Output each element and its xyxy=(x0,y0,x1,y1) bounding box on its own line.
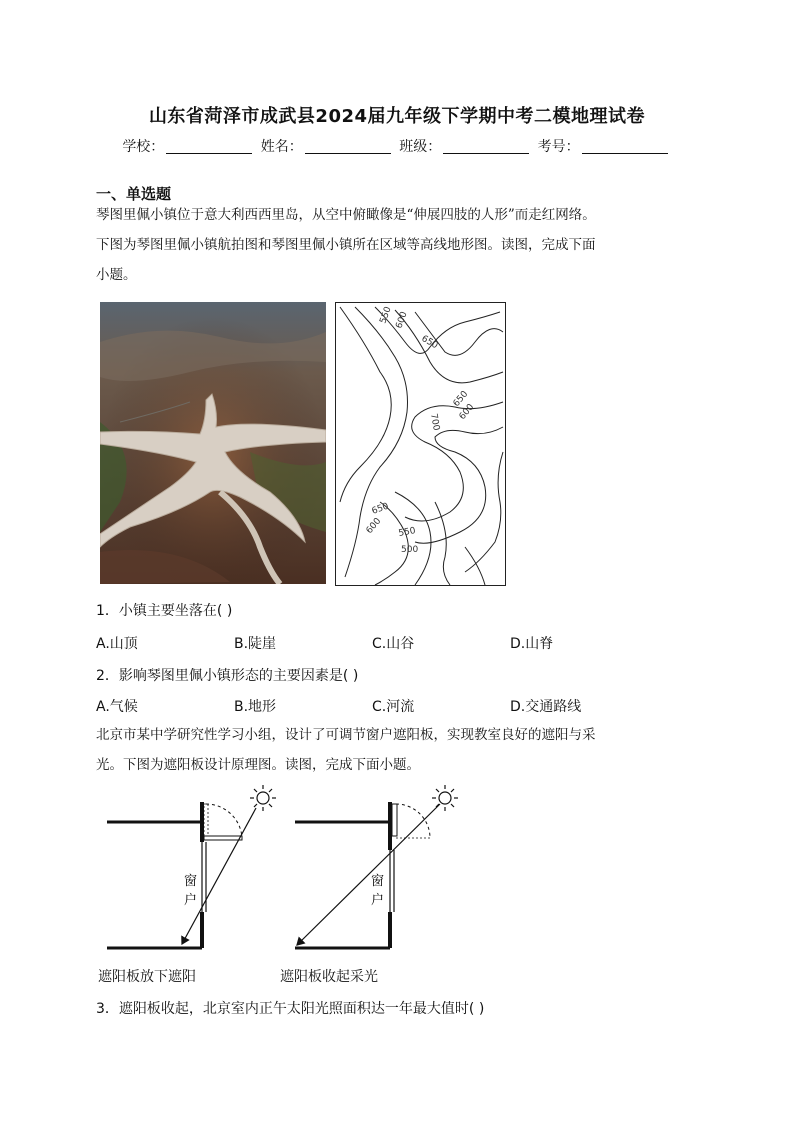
passage-2-line-1: 北京市某中学研究性学习小组，设计了可调节窗户遮阳板，实现教室良好的遮阳与采 xyxy=(96,727,596,743)
number-label: 考号： xyxy=(537,139,580,155)
question-2-stem: 2．影响琴图里佩小镇形态的主要因素是( ) xyxy=(96,668,359,684)
window-label-char: 窗 xyxy=(371,874,385,889)
window-label-char: 户 xyxy=(184,893,198,908)
q1-option-b[interactable]: B.陡崖 xyxy=(234,636,277,652)
contour-map xyxy=(335,302,506,586)
section-heading: 一、单选题 xyxy=(96,185,172,203)
contour-label: 650 xyxy=(370,501,391,517)
school-label: 学校： xyxy=(122,139,165,155)
contour-label: 600 xyxy=(364,516,384,536)
name-label: 姓名： xyxy=(260,139,303,155)
caption-raised: 遮阳板收起采光 xyxy=(280,969,378,985)
contour-label: 550 xyxy=(397,526,417,539)
school-blank[interactable] xyxy=(166,138,252,154)
name-blank[interactable] xyxy=(305,138,391,154)
contour-label: 550 xyxy=(378,305,394,326)
passage-1 xyxy=(96,200,701,290)
sun-icon xyxy=(432,785,458,811)
sun-icon xyxy=(250,785,276,811)
caption-lowered: 遮阳板放下遮阳 xyxy=(98,969,196,985)
contour-label: 650 xyxy=(419,333,440,352)
window-label-char: 户 xyxy=(371,893,385,908)
contour-label: 650 xyxy=(451,389,471,409)
diagram-lowered xyxy=(107,785,276,948)
window-label-char: 窗 xyxy=(184,874,198,889)
diagram-raised xyxy=(295,785,458,948)
contour-label: 700 xyxy=(428,412,441,432)
q2-option-d[interactable]: D.交通路线 xyxy=(510,699,582,715)
question-1-stem: 1．小镇主要坐落在( ) xyxy=(96,603,233,619)
number-blank[interactable] xyxy=(582,138,668,154)
class-blank[interactable] xyxy=(443,138,529,154)
aerial-photo xyxy=(100,302,326,584)
page-title: 山东省菏泽市成武县2024届九年级下学期中考二模地理试卷 xyxy=(148,106,646,127)
student-info-line xyxy=(0,136,794,156)
contour-label: 500 xyxy=(401,545,419,555)
passage-1-line-1: 琴图里佩小镇位于意大利西西里岛，从空中俯瞰像是“伸展四肢的人形”而走红网络。 xyxy=(96,207,596,223)
passage-2-line-2: 光。下图为遮阳板设计原理图。读图，完成下面小题。 xyxy=(96,757,420,773)
q1-option-d[interactable]: D.山脊 xyxy=(510,636,554,652)
contour-label: 600 xyxy=(457,402,477,422)
contour-label: 600 xyxy=(394,310,410,331)
passage-1-line-3: 小题。 xyxy=(96,267,137,283)
passage-2 xyxy=(96,720,701,780)
q1-option-c[interactable]: C.山谷 xyxy=(372,636,415,652)
q1-option-a[interactable]: A.山顶 xyxy=(96,636,138,652)
passage-1-line-2: 下图为琴图里佩小镇航拍图和琴图里佩小镇所在区域等高线地形图。读图，完成下面 xyxy=(96,237,596,253)
sunshade-diagram xyxy=(100,782,480,957)
q2-option-b[interactable]: B.地形 xyxy=(234,699,277,715)
q2-option-c[interactable]: C.河流 xyxy=(372,699,415,715)
q2-option-a[interactable]: A.气候 xyxy=(96,699,138,715)
class-label: 班级： xyxy=(399,139,442,155)
question-3-stem: 3．遮阳板收起，北京室内正午太阳光照面积达一年最大值时( ) xyxy=(96,1001,485,1017)
